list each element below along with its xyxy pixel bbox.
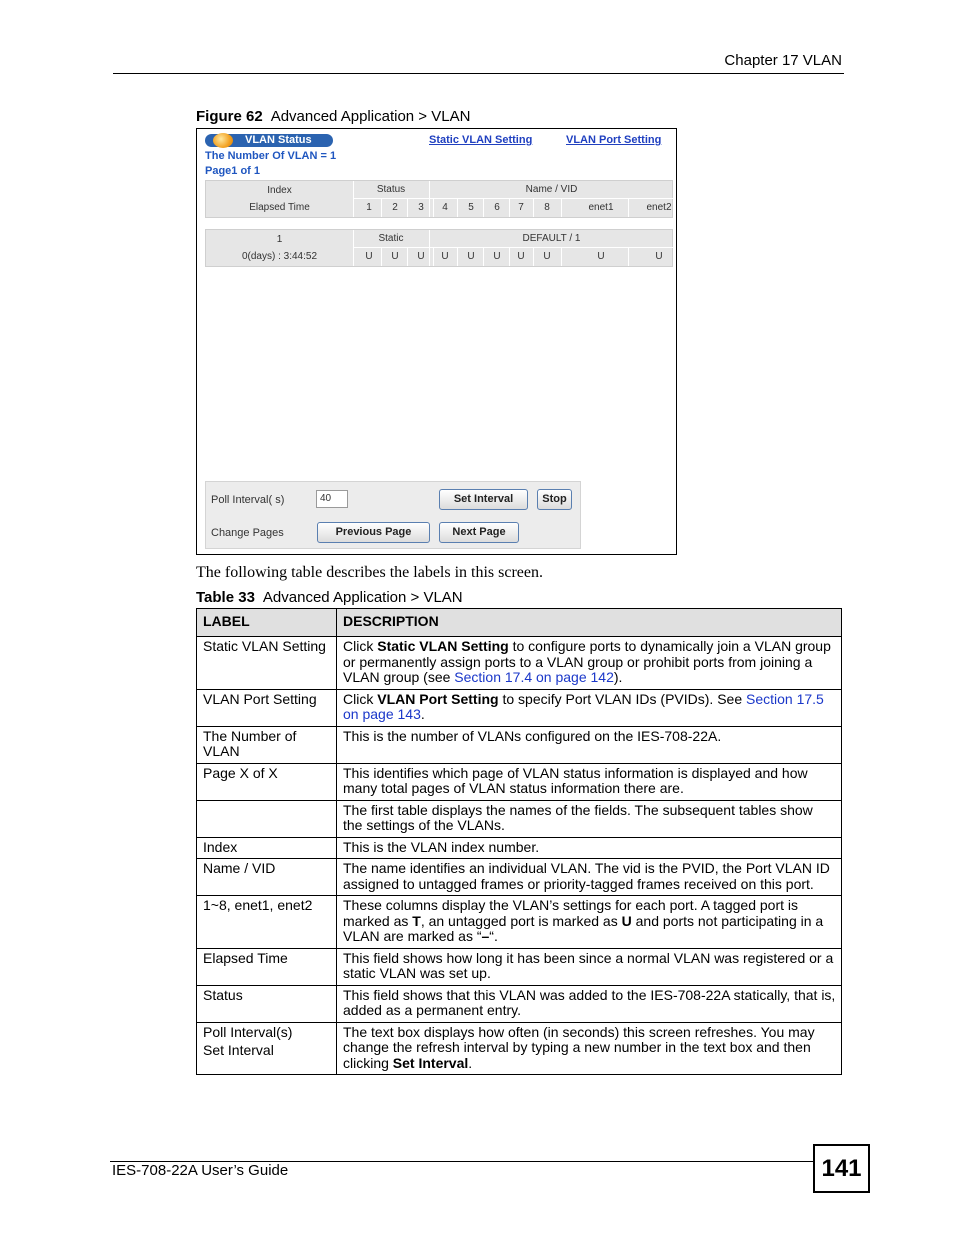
description-bold: U [621,912,632,929]
figure-caption [196,108,470,125]
description-text: . [420,706,425,722]
hdr-index: Index [267,185,292,196]
row-port-8: U [543,251,551,262]
figure-label: Figure 62 [196,108,263,125]
row-description [337,1022,842,1075]
hdr-port-3: 3 [418,202,424,213]
vlan-port-setting-link[interactable]: VLAN Port Setting [566,134,662,146]
vlan-status-title: VLAN Status [205,134,333,147]
section-link[interactable]: Section 17.4 on page 142 [454,669,614,685]
table-row [197,726,842,763]
row-port-5: U [467,251,475,262]
description-table [196,608,842,1075]
vlan-count: The Number Of VLAN = 1 [205,150,337,162]
row-description: This field shows how long it has been since a normal VLAN was registered or a static VLAN was set up. [337,948,842,985]
set-interval-button[interactable]: Set Interval [439,489,528,510]
row-label: Poll Interval(s) [203,1023,293,1040]
hdr-port-2: 2 [392,202,398,213]
row-port-9: U [597,251,605,262]
hdr-name-vid: Name / VID [525,184,578,195]
row-port-1: U [365,251,373,262]
row-port-3: U [417,251,425,262]
hdr-port-8: 8 [544,202,550,213]
next-page-button[interactable]: Next Page [439,522,519,543]
description-text: Click [343,638,378,654]
row-description: The first table displays the names of the fields. The subsequent tables show the settings of the VLANs. [337,800,842,837]
description-text: These columns display the VLAN’s settings for each port. A tagged port is marked as [343,897,798,929]
description-bold: T [412,912,421,929]
row-port-10: U [655,251,663,262]
row-label-cell [197,689,337,726]
static-vlan-setting-link[interactable]: Static VLAN Setting [429,134,533,146]
description-text: to configure ports to dynamically join a VLAN group or permanently assign ports to a VLAN group or prohibit ports from joining a VLAN group (see [343,638,831,685]
row-label-cell [197,859,337,896]
row-description [337,896,842,949]
poll-interval-label: Poll Interval( s) [211,494,285,506]
vlan-header-grid [205,180,673,218]
description-bold: VLAN Port Setting [377,690,499,707]
row-label-cell [197,837,337,859]
table-caption [196,589,463,606]
row-label-cell [197,800,337,837]
row-port-2: U [391,251,399,262]
description-text: The text box displays how often (in seconds) this screen refreshes. You may change the refresh interval by typing a new number in the text box and then clicking [343,1023,815,1071]
row-label-cell [197,985,337,1022]
description-text: “. [489,928,498,944]
hdr-elapsed-time: Elapsed Time [249,202,310,213]
description-text: , an untagged port is marked as [420,912,622,929]
row-description: This is the VLAN index number. [337,837,842,859]
row-label-cell [197,726,337,763]
row-description [337,637,842,690]
table-row [197,1022,842,1075]
hdr-port-5: 5 [468,202,474,213]
table-row [197,800,842,837]
row-label-cell [197,948,337,985]
row-label: The Number of VLAN [203,727,297,759]
figure-title: Advanced Application > VLAN [270,108,471,125]
poll-interval-input[interactable]: 40 [316,490,348,508]
hdr-port-10: enet2 [646,202,672,213]
row-label-secondary: Set Interval [203,1042,274,1058]
row-name-vid: DEFAULT / 1 [522,233,581,244]
description-bold: – [481,928,490,944]
row-label: Status [203,986,243,1003]
description-text: to specify Port VLAN IDs (PVIDs). See [498,690,746,707]
row-description: This identifies which page of VLAN status information is displayed and how many total pages of VLAN status information there are. [337,763,842,800]
row-status: Static [378,233,404,244]
description-text: ). [613,669,623,685]
table-label: Table 33 [196,589,255,606]
row-elapsed-time: 0(days) : 3:44:52 [241,251,318,262]
vlan-status-screenshot [196,128,677,555]
hdr-status: Status [376,184,406,195]
table-row [197,637,842,690]
row-label-cell [197,896,337,949]
row-label-cell [197,637,337,690]
page-number: 141 [813,1144,870,1193]
description-text: Click [343,690,378,707]
table-row [197,689,842,726]
col-description-header: DESCRIPTION [337,609,842,637]
description-text: and ports not participating in a VLAN are marked as “ [343,912,824,944]
table-row [197,948,842,985]
description-bold: Set Interval [392,1054,469,1071]
row-label: Elapsed Time [203,949,288,966]
row-description: This is the number of VLANs configured on the IES-708-22A. [337,726,842,763]
row-description [337,689,842,726]
table-row [197,859,842,896]
row-description: The name identifies an individual VLAN. The vid is the PVID, the Port VLAN ID assigned to untagged frames or priority-tagged frames received on this port. [337,859,842,896]
row-label: Index [203,838,238,855]
row-index: 1 [276,234,283,245]
table-row [197,763,842,800]
table-row [197,837,842,859]
row-label: Page X of X [203,764,278,781]
table-header-row [197,609,842,637]
hdr-port-6: 6 [494,202,500,213]
change-pages-label: Change Pages [211,527,284,539]
hdr-port-9: enet1 [588,202,614,213]
row-label: Static VLAN Setting [203,638,326,654]
table-row [197,896,842,949]
page-indicator: Page1 of 1 [205,165,261,177]
header-rule [113,73,844,74]
hdr-port-4: 4 [442,202,448,213]
hdr-port-1: 1 [366,202,372,213]
stop-button[interactable]: Stop [537,489,572,510]
control-panel [205,481,581,549]
status-orb-icon [213,133,233,148]
row-label: 1~8, enet1, enet2 [203,897,313,913]
table-row [197,985,842,1022]
row-label: VLAN Port Setting [203,690,317,707]
row-description: This field shows that this VLAN was added to the IES-708-22A statically, that is, added as a permanent entry. [337,985,842,1022]
description-text: . [468,1054,473,1071]
row-label-cell [197,763,337,800]
row-label: Name / VID [203,860,276,876]
chapter-header: Chapter 17 VLAN [724,52,842,69]
row-port-4: U [441,251,449,262]
intro-text: The following table describes the labels in this screen. [196,564,544,581]
previous-page-button[interactable]: Previous Page [317,522,430,543]
footer-guide-title: IES-708-22A User’s Guide [112,1162,289,1179]
vlan-row-grid [205,229,673,267]
col-label-header: LABEL [197,609,337,637]
row-port-7: U [517,251,525,262]
section-link[interactable]: Section 17.5 on page 143 [343,690,824,722]
row-label-cell [197,1022,337,1075]
table-title: Advanced Application > VLAN [262,589,463,606]
hdr-port-7: 7 [518,202,524,213]
row-port-6: U [493,251,501,262]
description-bold: Static VLAN Setting [377,638,509,654]
